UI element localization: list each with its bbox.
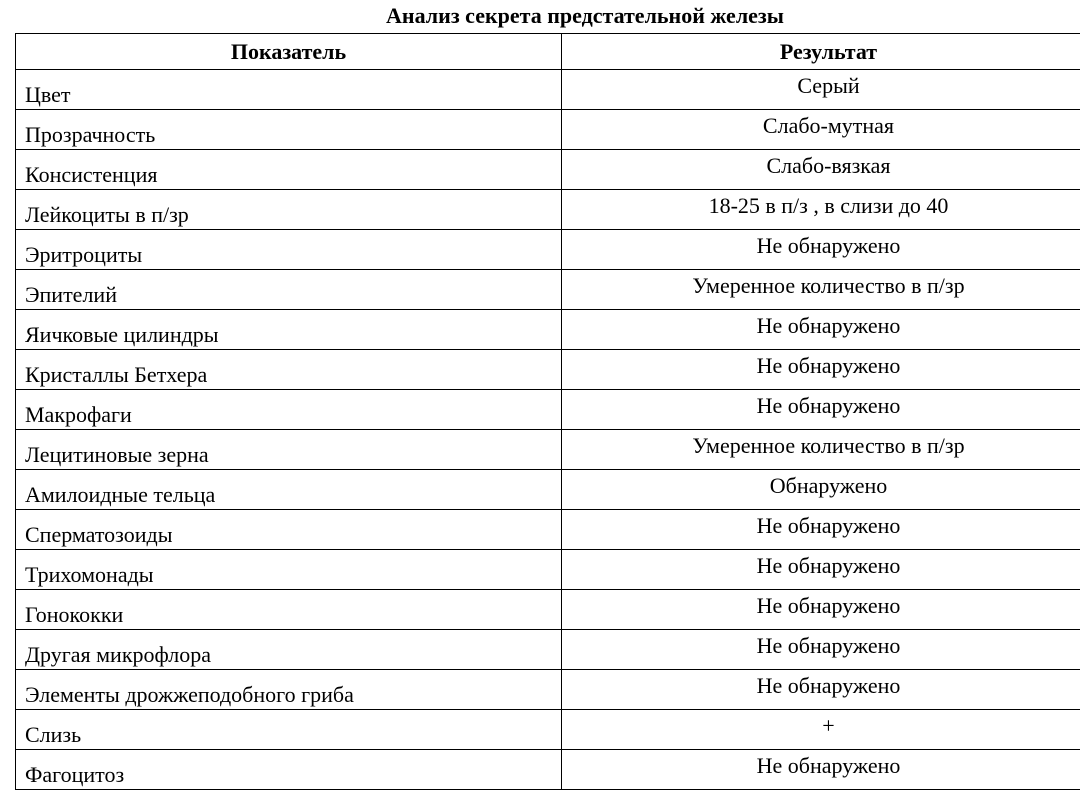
table-row (16, 270, 1080, 310)
parameter-cell: Яичковые цилиндры (16, 310, 562, 350)
parameter-cell: Гонококки (16, 590, 562, 630)
parameter-cell: Макрофаги (16, 390, 562, 430)
result-cell: Обнаружено (562, 470, 1080, 510)
document-title: Анализ секрета предстательной железы (0, 2, 1080, 30)
result-cell: Не обнаружено (562, 310, 1080, 350)
table-row (16, 630, 1080, 670)
results-table-body (16, 70, 1080, 790)
result-cell: + (562, 710, 1080, 750)
result-cell: Не обнаружено (562, 590, 1080, 630)
table-row (16, 150, 1080, 190)
result-cell: Слабо-вязкая (562, 150, 1080, 190)
parameter-cell: Прозрачность (16, 110, 562, 150)
parameter-cell: Лейкоциты в п/зр (16, 190, 562, 230)
table-row (16, 550, 1080, 590)
parameter-cell: Трихомонады (16, 550, 562, 590)
result-cell: Умеренное количество в п/зр (562, 270, 1080, 310)
parameter-cell: Консистенция (16, 150, 562, 190)
result-cell: Не обнаружено (562, 230, 1080, 270)
parameter-cell: Цвет (16, 70, 562, 110)
table-row (16, 470, 1080, 510)
result-cell: Не обнаружено (562, 630, 1080, 670)
parameter-cell: Элементы дрожжеподобного гриба (16, 670, 562, 710)
parameter-cell: Сперматозоиды (16, 510, 562, 550)
table-row (16, 230, 1080, 270)
parameter-cell: Другая микрофлора (16, 630, 562, 670)
parameter-cell: Амилоидные тельца (16, 470, 562, 510)
table-row (16, 190, 1080, 230)
result-cell: Не обнаружено (562, 510, 1080, 550)
parameter-cell: Фагоцитоз (16, 750, 562, 790)
results-table (15, 33, 1080, 790)
table-row (16, 510, 1080, 550)
parameter-cell: Слизь (16, 710, 562, 750)
result-cell: Серый (562, 70, 1080, 110)
result-cell: Слабо-мутная (562, 110, 1080, 150)
parameter-cell: Эпителий (16, 270, 562, 310)
table-header-row (16, 34, 1080, 70)
result-cell: 18-25 в п/з , в слизи до 40 (562, 190, 1080, 230)
parameter-cell: Эритроциты (16, 230, 562, 270)
table-row (16, 670, 1080, 710)
column-header-result: Результат (562, 34, 1080, 70)
result-cell: Не обнаружено (562, 550, 1080, 590)
result-cell: Не обнаружено (562, 750, 1080, 790)
table-row (16, 710, 1080, 750)
table-row (16, 70, 1080, 110)
result-cell: Не обнаружено (562, 350, 1080, 390)
table-row (16, 590, 1080, 630)
table-row (16, 110, 1080, 150)
column-header-parameter: Показатель (16, 34, 562, 70)
table-row (16, 390, 1080, 430)
parameter-cell: Кристаллы Бетхера (16, 350, 562, 390)
table-row (16, 750, 1080, 790)
table-row (16, 350, 1080, 390)
result-cell: Не обнаружено (562, 670, 1080, 710)
result-cell: Умеренное количество в п/зр (562, 430, 1080, 470)
parameter-cell: Лецитиновые зерна (16, 430, 562, 470)
table-row (16, 430, 1080, 470)
result-cell: Не обнаружено (562, 390, 1080, 430)
table-row (16, 310, 1080, 350)
